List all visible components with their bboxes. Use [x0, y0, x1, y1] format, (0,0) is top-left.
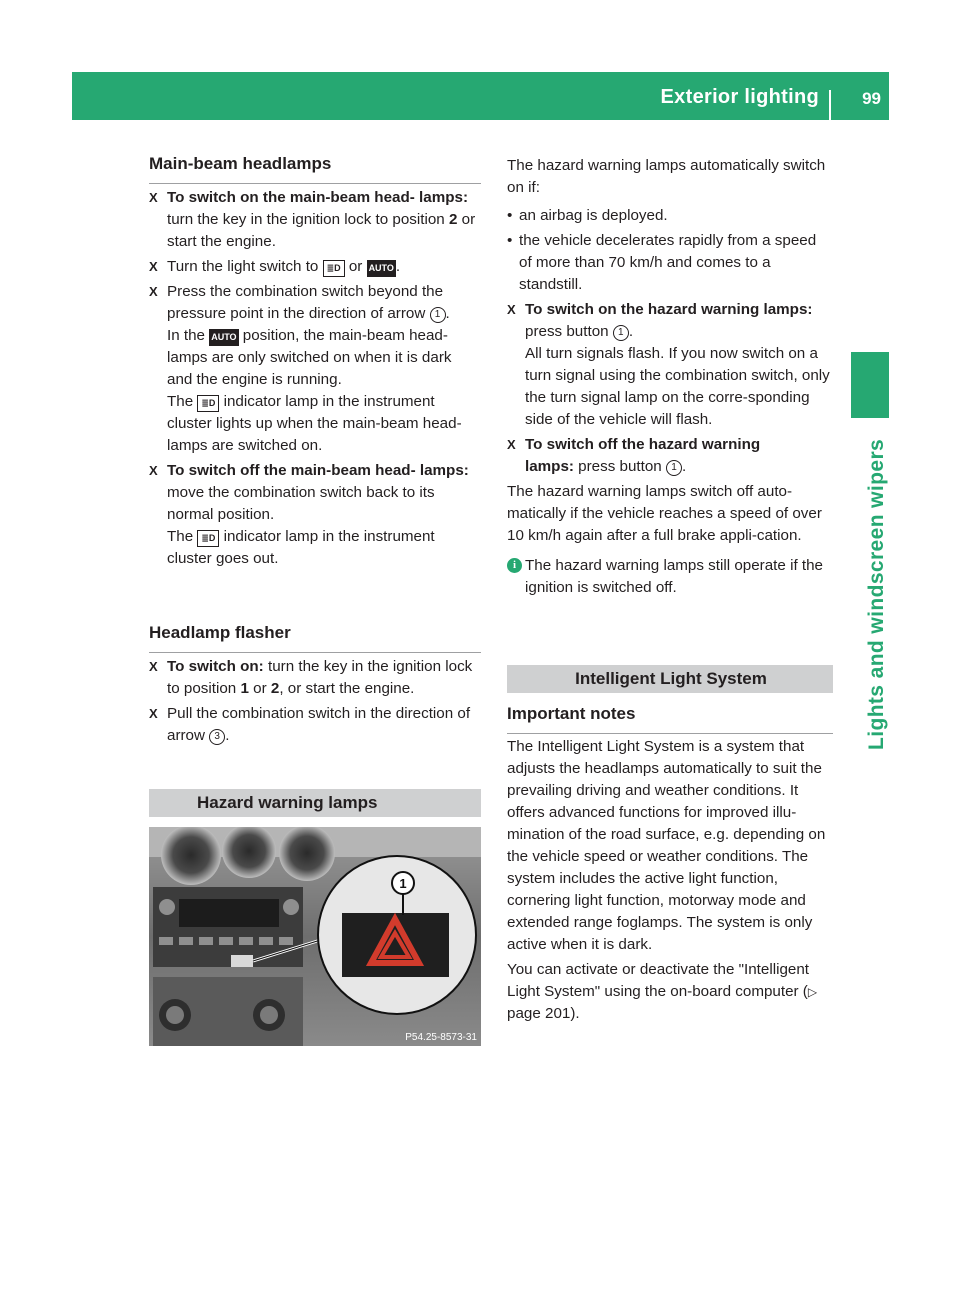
step-text: or start the engine. [167, 211, 476, 250]
step-arrow-icon: X [149, 463, 158, 478]
position-number: 2 [448, 211, 458, 228]
hazard-text [507, 155, 833, 599]
info-note-text: The hazard warning lamps still operate if the ignition is switched off. [525, 557, 823, 596]
step-text: . [628, 323, 634, 340]
list-item-text: the vehicle decelerates rapidly from a speed of more than 70 km/h and comes to a standstill. [519, 232, 817, 293]
step-text: Pull the combination switch in the direction of arrow [167, 705, 471, 744]
header-bar [72, 72, 889, 120]
step-arrow-icon: X [149, 706, 158, 721]
step-text: press button [525, 323, 613, 340]
main-beam-indicator-icon: ≣D [197, 395, 219, 412]
step-text: press button [573, 458, 666, 475]
headlamp-flasher-heading: Headlamp flasher [149, 622, 481, 653]
auto-symbol-icon: AUTO [209, 329, 238, 346]
step-text: . [681, 458, 687, 475]
important-notes-heading: Important notes [507, 703, 833, 734]
step-text: . [395, 258, 401, 275]
list-item [507, 230, 833, 296]
header-divider [829, 90, 831, 120]
step-text: The [167, 393, 198, 410]
notes-text: You can activate or deactivate the "Intelligent Light System" using the on-board computer ( [507, 961, 810, 1000]
step-item [149, 703, 481, 747]
step-text: indicator lamp in the instrument cluster goes out. [167, 528, 435, 567]
main-beam-indicator-icon: ≣D [197, 530, 219, 547]
button-callout-1: 1 [666, 460, 682, 476]
photo-code: P54.25-8573-31 [405, 1032, 477, 1043]
page-ref-icon: ▷ [807, 985, 818, 999]
step-lead: To switch on the hazard warning lamps: [525, 301, 813, 318]
position-number: 2 [270, 680, 280, 697]
step-text: The [167, 528, 198, 545]
step-arrow-icon: X [149, 190, 158, 205]
step-lead: To switch off the main-beam head- [167, 462, 416, 479]
step-text: In the [167, 327, 210, 344]
hazard-heading-band [149, 789, 481, 817]
step-text: All turn signals flash. If you now switch on a turn signal using the combination switch, only the turn signal lamp on the corre-sponding side of the vehicle will flash. [525, 345, 830, 428]
hazard-heading: Hazard warning lamps [197, 793, 378, 812]
step-text: . [225, 727, 230, 744]
ils-heading-band [507, 665, 833, 693]
step-text: or [344, 258, 367, 275]
notes-text[interactable]: page 201). [507, 1005, 580, 1022]
list-item-text: an airbag is deployed. [519, 207, 668, 224]
auto-off-paragraph: The hazard warning lamps switch off auto-matically if the vehicle reaches a speed of over 10 km/h again after a full brake appli-cation. [507, 483, 822, 544]
auto-symbol-icon: AUTO [367, 260, 396, 277]
notes-paragraph: The Intelligent Light System is a system that adjusts the headlamps automatically to suit the prevailing driving and weather conditions. It offers advanced functions for improved illu-mination of the road surface, e.g. depending on the vehicle speed or weather conditions. The system includes the active light function, cornering light function, motorway mode and extended range foglamps. The system is only active when it is dark. [507, 738, 826, 953]
air-vent-icon [279, 827, 335, 881]
step-text: indicator lamp in the instrument cluster lights up when the main-beam head-lamps are switched on. [167, 393, 462, 454]
step-lead: To switch off the hazard warning [525, 436, 761, 453]
callout-number: 1 [399, 876, 407, 891]
step-text: or [248, 680, 271, 697]
step-arrow-icon: X [507, 302, 516, 317]
step-lead: To switch on: [167, 658, 264, 675]
important-notes-body [507, 736, 833, 1025]
step-text: turn the key in the ignition lock to position [167, 211, 449, 228]
page-section-title: Exterior lighting [660, 86, 819, 108]
ils-heading: Intelligent Light System [575, 669, 767, 688]
step-item [149, 187, 481, 253]
flasher-steps [149, 656, 481, 747]
main-beam-symbol-icon: ≣D [323, 260, 345, 277]
position-number: 1 [240, 680, 249, 697]
arrow-callout-3: 3 [209, 729, 225, 745]
step-text: Press the combination switch beyond the pressure point in the direction of arrow [167, 283, 444, 322]
intro-paragraph: The hazard warning lamps automatically switch on if: [507, 157, 826, 196]
step-arrow-icon: X [507, 437, 516, 452]
step-text: . [445, 305, 450, 322]
info-icon: i [507, 558, 522, 573]
step-arrow-icon: X [149, 259, 158, 274]
step-text: Turn the light switch to [167, 258, 323, 275]
step-text: turn the key in the ignition lock to position [167, 658, 473, 697]
step-text: , or start the engine. [279, 680, 415, 697]
chapter-tab [851, 352, 889, 418]
step-item [149, 460, 481, 570]
step-text: position, the main-beam head-lamps are only switched on when it is dark and the engine is running. [167, 327, 452, 388]
button-callout-1: 1 [613, 325, 629, 341]
main-beam-heading: Main-beam headlamps [149, 153, 481, 184]
page-number: 99 [862, 89, 881, 108]
step-item [149, 656, 481, 700]
bullet-icon: • [507, 207, 513, 224]
list-item [507, 205, 833, 227]
bullet-icon: • [507, 232, 513, 249]
step-item [507, 434, 833, 478]
step-lead: lamps: [419, 462, 469, 479]
air-vent-icon [161, 827, 221, 885]
step-lead: lamps: [525, 458, 574, 475]
notes-paragraph [507, 959, 833, 1025]
hazard-button-small-icon [231, 955, 253, 967]
chapter-title: Lights and windscreen wipers [865, 438, 888, 750]
step-lead: lamps: [419, 189, 468, 206]
step-item [149, 256, 481, 278]
step-lead: To switch on the main-beam head- [167, 189, 415, 206]
hazard-switch-photo [149, 827, 481, 1046]
step-arrow-icon: X [149, 284, 158, 299]
main-beam-steps [149, 187, 481, 570]
step-text: move the combination switch back to its normal position. [167, 484, 435, 523]
info-note [507, 555, 833, 599]
step-item [149, 281, 481, 457]
step-arrow-icon: X [149, 659, 158, 674]
step-item [507, 299, 833, 431]
arrow-callout-1: 1 [430, 307, 446, 323]
